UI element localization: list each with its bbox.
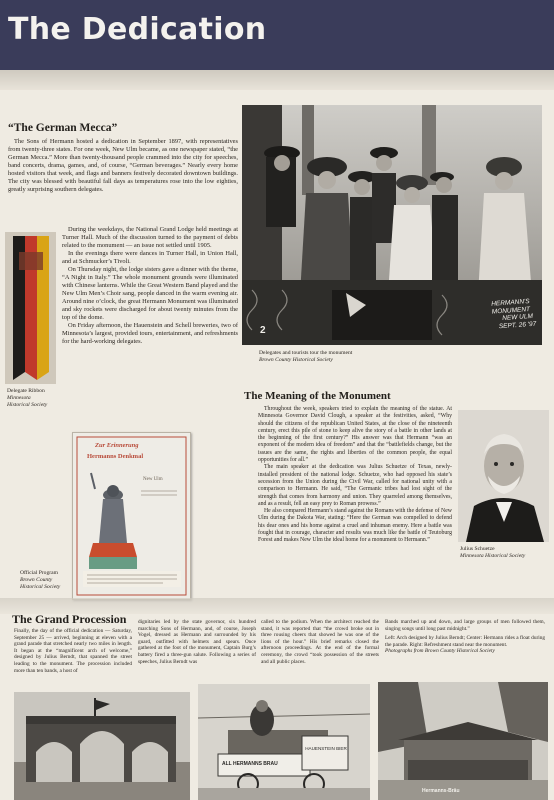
ribbon-caption: Delegate Ribbon [7,388,45,394]
mecca-paragraph-2: During the weekdays, the National Grand Lodge held meetings at Turner Hall. Much of the discussion turned to the payment of debts related to the monument — an issue not settled until 1905. [62,226,238,249]
procession-col-2: dignitaries led by the state governor, six hundred marching Sons of Hermann, and, of course, Joseph Vogel, dressed as Hermann and surrounded by his guard, outfitted with helmets and spears. Once gathered at the foot of the monument, Captain Burg’s battery fired a three-gun salute. Following a series of speeches, Julius Berndt was [138,619,256,665]
inscription-line-3: NEW ULM [502,312,534,322]
ribbon-caption-block [7,388,65,409]
float-sign-right: HAUENSTEIN BIER [305,746,347,751]
procession-col-4 [385,619,545,655]
photo-inscription [491,297,541,330]
photo-number: 2 [260,325,266,336]
mecca-paragraph-4: On Thursday night, the lodge sisters gave a dinner with the theme, “A Night in Italy.” The whole monument grounds were illuminated with Chinese lanterns. While the Great Western Band played and the New Ulm Men’s Choir sang, people danced in the warm evening air. Around nine o’clock, the great Hermann Monument was illuminated and sky rockets were discharged for about twenty minutes from the top of the dome. [62,266,238,321]
inscription-line-1: HERMANN'S [491,298,530,308]
mecca-paragraph-1: The Sons of Hermann hosted a dedication in September 1897, with representatives from twenty-three states. For one week, New Ulm became, as one newspaper stated, “the German Mecca.” More than twenty-thousand people crammed into the city for speeches, band concerts, drama, games, and, of course, “German beverages.” Nearly every home hosted visitors that week, and flags and banners festively decorated downtown buildings. The city was blessed with beautiful fall days as temperatures rose into the low eighties, greatly surprising southern delegates. [8,138,238,193]
ribbon-source-line-2: Historical Society [7,402,48,408]
meaning-body [258,406,452,545]
program-caption: Official Program [20,570,58,576]
program-title: Zur Erinnerung [95,442,139,449]
german-mecca-body [62,226,238,346]
stand-illustration [378,682,548,800]
meaning-paragraph-1: Throughout the week, speakers tried to explain the meaning of the statue. At Minnesota Governor David Clough, a speaker at the festivities, asked, “Why should the citizens of the republican United States, at the close of the nineteenth century, erect this pile of stone to keep alive the story of a battle in other lands at the beginning of the first century?” His answer was that Hermann “was an exponent of the modern idea of freedom” and that the “battlefields change, but the issues are the same, the rights and liberties of the common people, the equal opportunities for all.” [258,406,452,464]
procession-col-3: called to the podium. When the architect reached the stand, it was reported that “the crowd broke out in three rousing cheers that showed he was one of the lions of the hour.” His brief remarks closed the afternoon proceedings. At the end of the formal ceremony, the crowd “took possession of the streets and all public places. [261,619,379,665]
content-panel [0,70,554,800]
top-border [0,70,554,90]
ribbon-illustration [5,232,56,384]
meaning-paragraph-2: The main speaker at the dedication was Julius Schuetze of Texas, newly-installed president of the national lodge. Schuetze, who had opposed his state’s secession from the Union during the Civil War, called for national unity with a comparison to Hermann. He said, “The Germanic tribes had lost sight of the strength that comes from harmony and union. They quarreled among themselves, and as a result, fell an easy prey to Roman prowess.” [258,464,452,507]
procession-photo-caption: Left: Arch designed by Julius Berndt; Center: Hermann rides a float during the parade. Right: Refreshment stand near the monument. [385,635,545,648]
delegates-source: Brown County Historical Society [259,357,333,363]
header-bar [0,0,554,70]
mecca-paragraph-3: In the evenings there were dances in Turner Hall, in Union Hall, and at Schmucker’s Tivoli. [62,250,238,265]
portrait-caption: Julius Schuetze [460,546,495,552]
inscription-line-4: SEPT. 26 '97 [498,320,537,330]
procession-col-4-text: Bands marched up and down, and large groups of men followed them, singing songs until long past midnight.” [385,619,545,632]
portrait-caption-block [460,546,552,560]
procession-col-1: Finally, the day of the official dedication — Saturday, September 25 — arrived, beginning at eleven with a grand parade that stretched nearly two miles in length. It began at the “magnificent arch of welcome,” designed by Julius Berndt, that spanned the street leading to the monument. The procession included more than ten bands, a host of [14,628,132,674]
procession-heading: The Grand Procession [12,612,127,626]
portrait-source: Minnesota Historical Society [460,553,526,559]
delegates-photo [242,105,542,345]
ribbon-source-line-1: Minnesota [7,395,31,401]
schuetze-portrait [458,410,549,542]
procession-photo-source: Photographs from Brown County Historical Society [385,648,495,655]
program-source-line-1: Brown County [20,577,53,583]
program-source-line-2: Historical Society [20,584,61,590]
meaning-heading: The Meaning of the Monument [244,390,391,402]
arch-illustration [14,692,190,800]
delegate-ribbon-image [5,232,56,384]
float-illustration [198,684,370,800]
stand-photo [378,682,548,800]
delegates-caption: Delegates and tourists tour the monument [259,350,353,356]
program-place: New Ulm [143,477,163,482]
page-title: The Dedication [8,12,267,47]
portrait-illustration [458,410,549,542]
german-mecca-intro [8,138,238,194]
delegates-caption-block [259,350,539,364]
program-subtitle: Hermanns Denkmal [87,453,144,460]
official-program-image [72,432,191,600]
stand-sign: Hermanns-Bräu [422,788,460,794]
meaning-paragraph-3: He also compared Hermann’s stand against the Romans with the defense of New Ulm during the Dakota War, stating: “Here the German was compelled to defend his dear ones and his home against a cruel and inhuman enemy. Here a battle was fought that in courage, character and results was much like the battle of Teutoburg Forest and makes New Ulm the ideal home for a monument to Hermann.” [258,508,452,544]
arch-photo [14,692,190,800]
german-mecca-heading: “The German Mecca” [8,122,118,134]
mecca-paragraph-5: On Friday afternoon, the Hauenstein and Schell breweries, two of Minnesota’s largest, provided tours, entertainment, and refreshments for the hard-working delegates. [62,322,238,345]
inscription-line-2: MONUMENT [491,305,531,316]
float-photo [198,684,370,800]
program-caption-block [20,570,68,591]
float-sign-left: ALL HERMANNS BRAU [222,761,278,767]
